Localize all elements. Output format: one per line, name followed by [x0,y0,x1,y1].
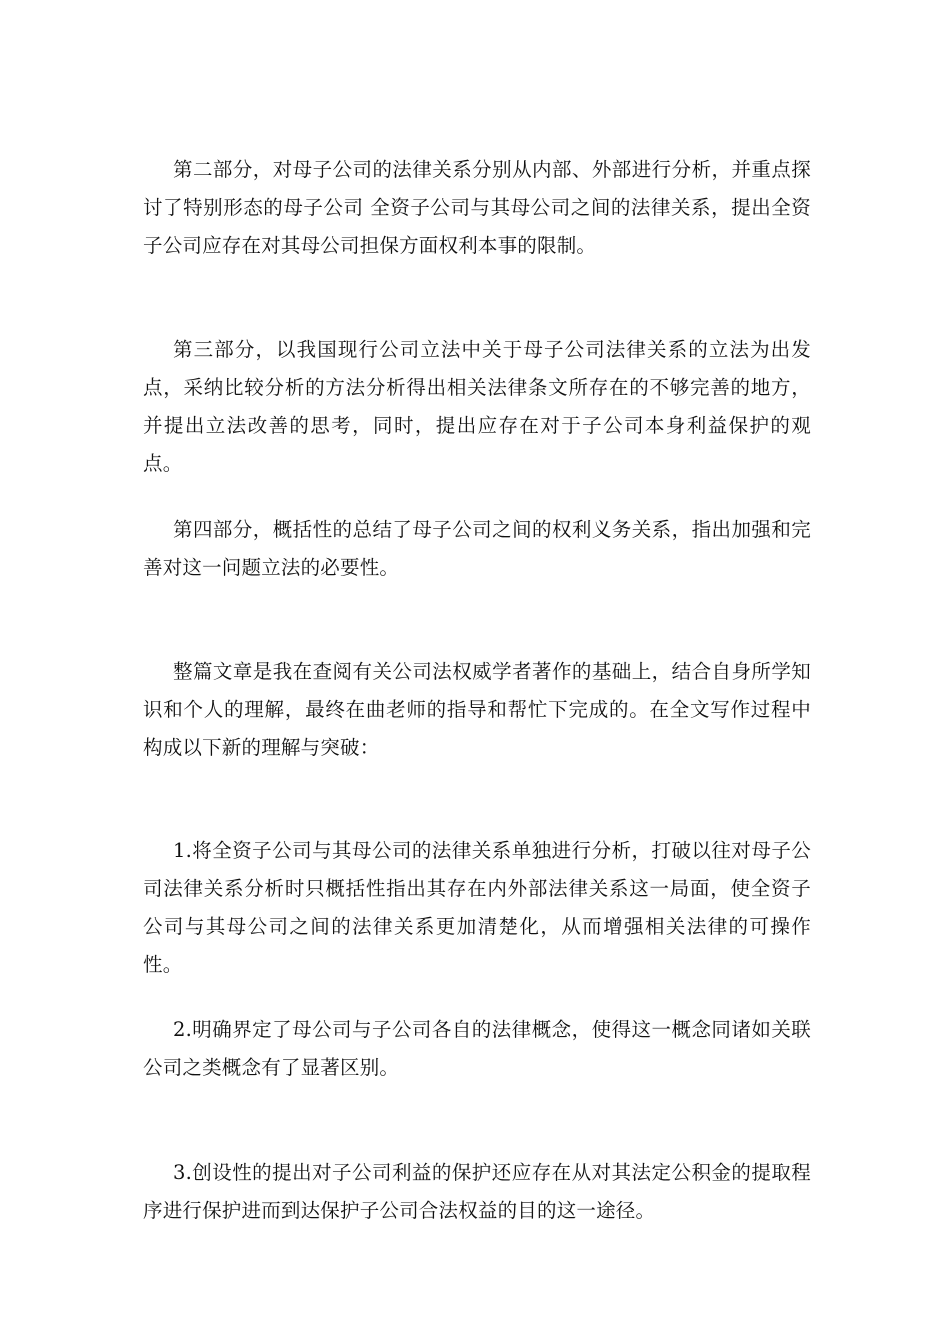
paragraph-part-two: 第二部分，对母子公司的法律关系分别从内部、外部进行分析，并重点探讨了特别形态的母子公司 全资子公司与其母公司之间的法律关系，提出全资子公司应存在对其母公司担保方面权利本事的限制。 [143,158,811,257]
paragraph-summary: 整篇文章是我在查阅有关公司法权威学者著作的基础上，结合自身所学知识和个人的理解，最终在曲老师的指导和帮忙下完成的。在全文写作过程中构成以下新的理解与突破： [143,660,811,759]
list-item-breakthrough-3: 3.创设性的提出对子公司利益的保护还应存在从对其法定公积金的提取程序进行保护进而到达保护子公司合法权益的目的这一途径。 [143,1161,811,1222]
list-item-breakthrough-1: 1.将全资子公司与其母公司的法律关系单独进行分析，打破以往对母子公司法律关系分析时只概括性指出其存在内外部法律关系这一局面，使全资子公司与其母公司之间的法律关系更加清楚化，从而增强相关法律的可操作性。 [143,839,811,976]
list-item-breakthrough-2: 2.明确界定了母公司与子公司各自的法律概念，使得这一概念同诸如关联公司之类概念有了显著区别。 [143,1018,811,1079]
paragraph-part-four: 第四部分，概括性的总结了母子公司之间的权利义务关系，指出加强和完善对这一问题立法的必要性。 [143,518,811,579]
paragraph-part-three: 第三部分，以我国现行公司立法中关于母子公司法律关系的立法为出发点，采纳比较分析的方法分析得出相关法律条文所存在的不够完善的地方，并提出立法改善的思考，同时，提出应存在对于子公司本身利益保护的观点。 [143,338,811,475]
